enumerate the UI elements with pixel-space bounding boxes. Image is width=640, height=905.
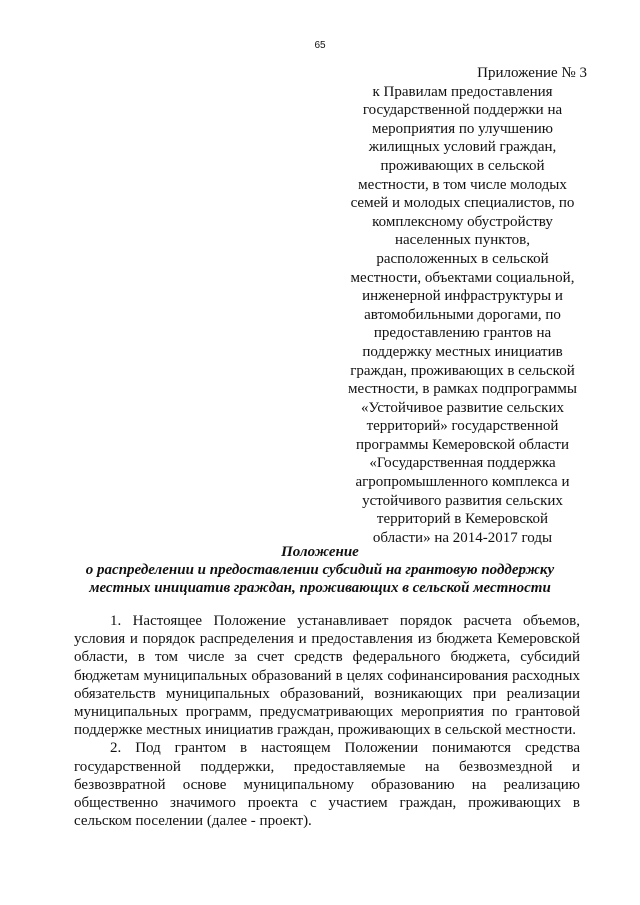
appendix-line: автомобильными дорогами, по — [364, 306, 561, 323]
appendix-line: устойчивого развития сельских — [362, 492, 563, 509]
document-title — [60, 543, 580, 597]
title-heading: Положение — [281, 544, 359, 560]
appendix-line: граждан, проживающих в сельской — [350, 362, 575, 379]
appendix-line: местности, в том числе молодых — [358, 176, 567, 193]
paragraph-2: 2. Под грантом в настоящем Положении понимаются средства государственной поддержки, предоставляемые на безвозмездной и безвозвратной основе муниципальному образованию на реализацию общественно значимого проекта с участием граждан, проживающих в сельском поселении (далее - проект). — [74, 740, 580, 830]
appendix-line: «Государственная поддержка — [369, 455, 556, 472]
appendix-line: проживающих в сельской — [380, 157, 545, 174]
appendix-line: агропромышленного комплекса и — [355, 474, 570, 491]
appendix-line: мероприятия по улучшению — [372, 120, 553, 137]
appendix-line: жилищных условий граждан, — [368, 139, 557, 156]
appendix-line: предоставлению грантов на — [373, 325, 552, 342]
appendix-line: местности, объектами социальной, — [350, 269, 575, 286]
appendix-line: к Правилам предоставления — [372, 83, 553, 100]
appendix-line: местности, в рамках подпрограммы — [348, 381, 577, 398]
appendix-number: Приложение № 3 — [477, 65, 587, 81]
appendix-line: территорий в Кемеровской — [376, 511, 549, 528]
appendix-line: программы Кемеровской области — [356, 436, 569, 453]
appendix-line: государственной поддержки на — [362, 102, 563, 119]
appendix-line: территорий» государственной — [366, 418, 559, 435]
appendix-line: поддержку местных инициатив — [362, 343, 563, 360]
appendix-header — [330, 64, 595, 547]
appendix-line: области» на 2014-2017 годы — [372, 529, 553, 546]
appendix-line: инженерной инфраструктуры и — [362, 288, 563, 305]
page-number: 65 — [314, 40, 326, 51]
appendix-line: расположенных в сельской — [376, 250, 549, 267]
appendix-line: семей и молодых специалистов, по — [350, 195, 575, 212]
document-body — [74, 612, 580, 830]
appendix-line: «Устойчивое развитие сельских — [361, 399, 564, 416]
appendix-line: населенных пунктов, — [394, 232, 531, 249]
paragraph-1: 1. Настоящее Положение устанавливает порядок расчета объемов, условия и порядок распределения и предоставления из бюджета Кемеровской области, в том числе за счет средств федерального бюджета, субсидий бюджетам муниципальных образований в целях софинансирования расходных обязательств муниципальных образований, возникающих при реализации муниципальных программ, предусматривающих мероприятия по грантовой поддержке местных инициатив граждан, проживающих в сельской местности. — [74, 613, 580, 739]
title-line: о распределении и предоставлении субсидий на грантовую поддержку — [85, 562, 555, 578]
title-line: местных инициатив граждан, проживающих в сельской местности — [89, 580, 551, 596]
appendix-line: комплексному обустройству — [372, 213, 553, 230]
